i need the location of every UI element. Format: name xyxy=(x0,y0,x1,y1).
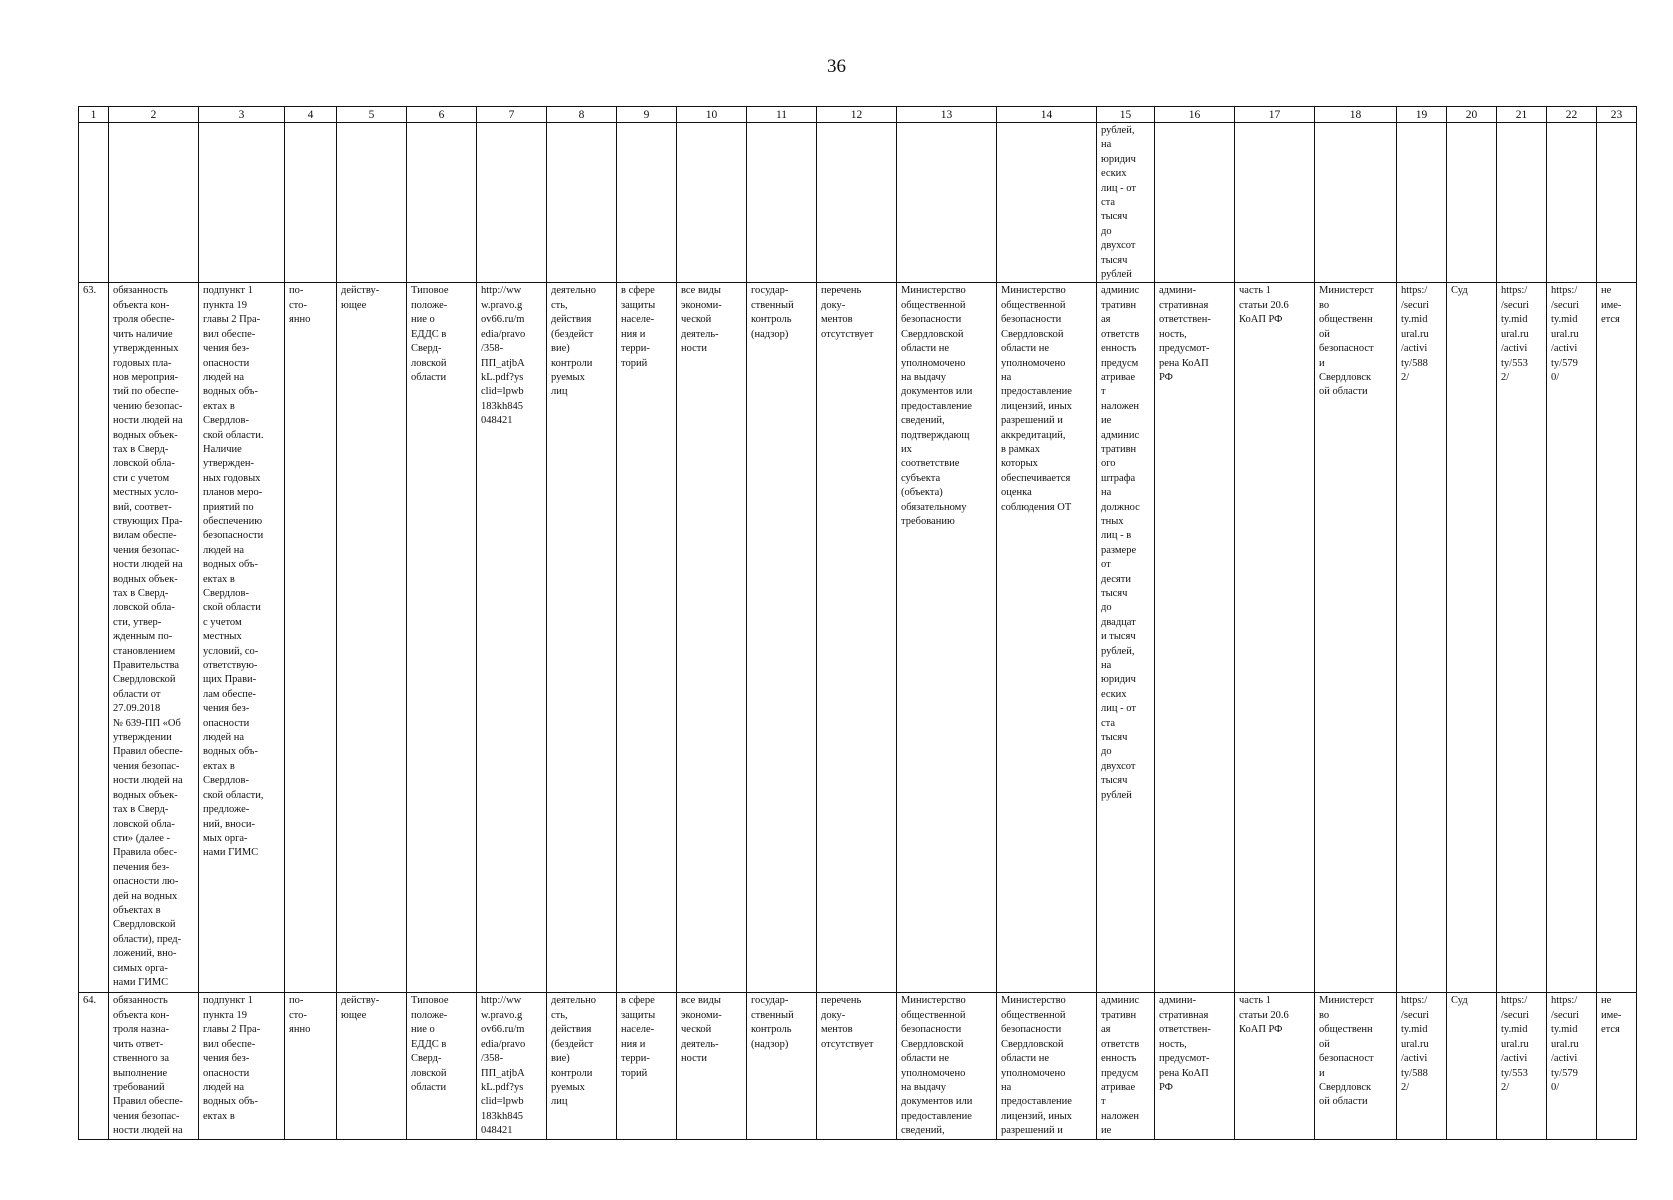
table-cell: админис тративн ая ответств енность предусм атривае т наложен ие админис тративн ого штрафа на должнос тных лиц - в размере от десяти тысяч до двадцат и тысяч рублей, на юридич еских лиц - от ста тысяч до двухсот тысяч рублей xyxy=(1097,283,1155,993)
table-cell: перечень доку- ментов отсутствует xyxy=(817,283,897,993)
link-cell: https:/ /securi ty.mid ural.ru /activi ty/588 2/ xyxy=(1397,283,1447,993)
row-number: 64. xyxy=(79,993,109,1139)
table-cell: не име- ется xyxy=(1597,993,1637,1139)
table-cell: админи- стративная ответствен- ность, предусмот- рена КоАП РФ xyxy=(1155,283,1235,993)
column-number: 10 xyxy=(677,107,747,123)
column-number: 4 xyxy=(285,107,337,123)
column-number: 17 xyxy=(1235,107,1315,123)
table-cell xyxy=(1315,123,1397,283)
table-cell: все виды экономи- ческой деятель- ности xyxy=(677,993,747,1139)
link-cell: https:/ /securi ty.mid ural.ru /activi ty/579 0/ xyxy=(1547,993,1597,1139)
table-cell: подпункт 1 пункта 19 главы 2 Пра- вил обеспе- чения без- опасности людей на водных объ- ектах в xyxy=(199,993,285,1139)
column-number: 12 xyxy=(817,107,897,123)
column-number: 23 xyxy=(1597,107,1637,123)
table-cell: Министерст во общественн ой безопасност и Свердловск ой области xyxy=(1315,283,1397,993)
column-number: 20 xyxy=(1447,107,1497,123)
column-number: 7 xyxy=(477,107,547,123)
column-number: 18 xyxy=(1315,107,1397,123)
table-row xyxy=(79,993,1637,1139)
column-number: 9 xyxy=(617,107,677,123)
table-cell xyxy=(199,123,285,283)
table-cell xyxy=(79,123,109,283)
link-cell: https:/ /securi ty.mid ural.ru /activi ty/553 2/ xyxy=(1497,283,1547,993)
table-cell: обязанность объекта кон- троля назна- чить ответ- ственного за выполнение требований Правил обеспе- чения безопас- ности людей на xyxy=(109,993,199,1139)
column-number: 22 xyxy=(1547,107,1597,123)
table-cell: государ- ственный контроль (надзор) xyxy=(747,283,817,993)
table-cell xyxy=(747,123,817,283)
table-cell: Министерство общественной безопасности Свердловской области не уполномочено на предоставление лицензий, иных разрешений и xyxy=(997,993,1097,1139)
table-cell: по- сто- янно xyxy=(285,283,337,993)
table-cell xyxy=(1497,123,1547,283)
column-number: 14 xyxy=(997,107,1097,123)
table-cell: подпункт 1 пункта 19 главы 2 Пра- вил обеспе- чения без- опасности людей на водных объ- ектах в Свердлов- ской области. Наличие утвержден- ных годовых планов меро- приятий по обеспечению безопасности людей на водных объ- ектах в Свердлов- ской области с учетом местных условий, со- ответствую- щих Прави- лам обеспе- чения без- опасности людей на водных объ- ектах в Свердлов- ской области, предложе- ний, вноси- мых орга- нами ГИМС xyxy=(199,283,285,993)
table-cell xyxy=(1235,123,1315,283)
table-cell: не име- ется xyxy=(1597,283,1637,993)
table-cell: админи- стративная ответствен- ность, предусмот- рена КоАП РФ xyxy=(1155,993,1235,1139)
table-cell: админис тративн ая ответств енность предусм атривае т наложен ие xyxy=(1097,993,1155,1139)
table-cell: в сфере защиты населе- ния и терри- торий xyxy=(617,993,677,1139)
table-cell xyxy=(109,123,199,283)
table-cell xyxy=(617,123,677,283)
table-cell: действу- ющее xyxy=(337,283,407,993)
table-cell xyxy=(477,123,547,283)
column-number: 8 xyxy=(547,107,617,123)
link-cell: https:/ /securi ty.mid ural.ru /activi ty/579 0/ xyxy=(1547,283,1597,993)
column-number: 3 xyxy=(199,107,285,123)
table-cell: деятельно сть, действия (бездейст вие) контроли руемых лиц xyxy=(547,993,617,1139)
column-number: 16 xyxy=(1155,107,1235,123)
table-cell xyxy=(285,123,337,283)
link-cell: http://ww w.pravo.g ov66.ru/m edia/pravo /358- ПП_atjbA kL.pdf?ys clid=lpwb 183kh845 048421 xyxy=(477,283,547,993)
table-cell xyxy=(1447,123,1497,283)
link-cell: https:/ /securi ty.mid ural.ru /activi ty/588 2/ xyxy=(1397,993,1447,1139)
column-number: 19 xyxy=(1397,107,1447,123)
column-number-row xyxy=(79,107,1637,123)
table-cell xyxy=(1155,123,1235,283)
column-number: 21 xyxy=(1497,107,1547,123)
row-number: 63. xyxy=(79,283,109,993)
continuation-row xyxy=(79,123,1637,283)
table-cell: перечень доку- ментов отсутствует xyxy=(817,993,897,1139)
table-cell xyxy=(547,123,617,283)
table-cell: часть 1 статьи 20.6 КоАП РФ xyxy=(1235,283,1315,993)
column-number: 1 xyxy=(79,107,109,123)
table-cell xyxy=(817,123,897,283)
table-cell: государ- ственный контроль (надзор) xyxy=(747,993,817,1139)
table-cell: рублей, на юридич еских лиц - от ста тысяч до двухсот тысяч рублей xyxy=(1097,123,1155,283)
link-cell: http://ww w.pravo.g ov66.ru/m edia/pravo /358- ПП_atjbA kL.pdf?ys clid=lpwb 183kh845 048421 xyxy=(477,993,547,1139)
table-cell xyxy=(407,123,477,283)
table-cell: действу- ющее xyxy=(337,993,407,1139)
table-cell: обязанность объекта кон- троля обеспе- чить наличие утвержденных годовых пла- нов мероприя- тий по обеспе- чению безопас- ности людей на водных объек- тах в Сверд- ловской обла- сти с учетом местных усло- вий, соответ- ствующих Пра- вилам обеспе- чения безопас- ности людей на водных объек- тах в Сверд- ловской обла- сти, утвер- жденным по- становлением Правительства Свердловской области от 27.09.2018 № 639-ПП «Об утверждении Правил обеспе- чения безопас- ности людей на водных объек- тах в Сверд- ловской обла- сти» (далее - Правила обес- печения без- опасности лю- дей на водных объектах в Свердловской области), пред- ложений, вно- симых орга- нами ГИМС xyxy=(109,283,199,993)
table-cell xyxy=(1397,123,1447,283)
requirements-table xyxy=(78,106,1637,1140)
table-cell: Типовое положе- ние о ЕДДС в Сверд- ловской области xyxy=(407,283,477,993)
table-cell: по- сто- янно xyxy=(285,993,337,1139)
table-cell xyxy=(897,123,997,283)
column-number: 13 xyxy=(897,107,997,123)
table-cell xyxy=(1547,123,1597,283)
column-number: 2 xyxy=(109,107,199,123)
column-number: 6 xyxy=(407,107,477,123)
column-number: 15 xyxy=(1097,107,1155,123)
table-row xyxy=(79,283,1637,993)
table-cell: в сфере защиты населе- ния и терри- торий xyxy=(617,283,677,993)
table-cell xyxy=(1597,123,1637,283)
table-cell: Министерство общественной безопасности Свердловской области не уполномочено на выдачу документов или предоставление сведений, подтверждающ их соответствие субъекта (объекта) обязательному требованию xyxy=(897,283,997,993)
table-cell: деятельно сть, действия (бездейст вие) контроли руемых лиц xyxy=(547,283,617,993)
table-cell: Министерство общественной безопасности Свердловской области не уполномочено на предоставление лицензий, иных разрешений и аккредитаций, в рамках которых обеспечивается оценка соблюдения ОТ xyxy=(997,283,1097,993)
table-cell: Суд xyxy=(1447,993,1497,1139)
table-cell: Министерст во общественн ой безопасност и Свердловск ой области xyxy=(1315,993,1397,1139)
table-cell xyxy=(337,123,407,283)
column-number: 5 xyxy=(337,107,407,123)
link-cell: https:/ /securi ty.mid ural.ru /activi ty/553 2/ xyxy=(1497,993,1547,1139)
table-cell: Типовое положе- ние о ЕДДС в Сверд- ловской области xyxy=(407,993,477,1139)
table-cell xyxy=(997,123,1097,283)
table-cell xyxy=(677,123,747,283)
table-cell: Министерство общественной безопасности Свердловской области не уполномочено на выдачу документов или предоставление сведений, xyxy=(897,993,997,1139)
table-cell: все виды экономи- ческой деятель- ности xyxy=(677,283,747,993)
column-number: 11 xyxy=(747,107,817,123)
table-cell: часть 1 статьи 20.6 КоАП РФ xyxy=(1235,993,1315,1139)
page-number: 36 xyxy=(827,56,846,77)
table-cell: Суд xyxy=(1447,283,1497,993)
